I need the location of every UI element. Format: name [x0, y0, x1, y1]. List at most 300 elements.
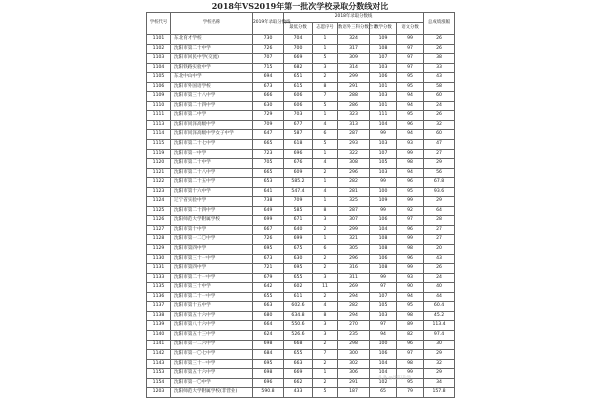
min-score-2018: 547.4 [284, 187, 313, 197]
score-2019: 664 [253, 321, 284, 331]
min-score-2018: 618 [284, 140, 313, 150]
rank-change: 157.8 [424, 388, 455, 398]
min-score-2018: 609 [284, 168, 313, 178]
rank-change: 33 [424, 63, 455, 73]
table-row [147, 63, 455, 73]
min-score-2018: 677 [284, 120, 313, 130]
min-score-2018: 709 [284, 197, 313, 207]
three-subject-total: 281 [338, 187, 370, 197]
score-2019: 726 [253, 44, 284, 54]
header-volunteer-order: 志愿序号 [313, 23, 338, 35]
min-score-2018: 682 [284, 63, 313, 73]
school-code: 1136 [147, 292, 171, 302]
school-code: 1130 [147, 254, 171, 264]
school-name: 沈阳市第一〇中学 [171, 378, 253, 388]
rank-change: 29 [424, 350, 455, 360]
volunteer-order: 1 [313, 44, 338, 54]
table-row [147, 311, 455, 321]
school-code: 1127 [147, 225, 171, 235]
three-subject-total: 294 [338, 311, 370, 321]
school-name: 沈阳市第三十中学 [171, 283, 253, 293]
rank-change: 26 [424, 111, 455, 121]
math-score: 106 [370, 73, 397, 83]
school-code: 1129 [147, 245, 171, 255]
school-code: 1133 [147, 273, 171, 283]
volunteer-order: 2 [313, 359, 338, 369]
school-code: 1124 [147, 197, 171, 207]
score-2019: 649 [253, 206, 284, 216]
three-subject-total: 298 [338, 340, 370, 350]
three-subject-total: 296 [338, 254, 370, 264]
rank-change: 24 [424, 273, 455, 283]
table-row [147, 44, 455, 54]
school-name: 沈阳市同泽高级中学女子中学 [171, 130, 253, 140]
score-2019: 647 [253, 130, 284, 140]
table-row [147, 101, 455, 111]
header-score-2019: 2019年录取分数线 [253, 13, 284, 35]
header-three-subject-total: 数语外三科分数合计 [338, 23, 370, 35]
table-row [147, 197, 455, 207]
table-row [147, 254, 455, 264]
math-score: 103 [370, 92, 397, 102]
page-title: 2018年VS2019年第一批次学校录取分数线对比 [211, 1, 389, 11]
chinese-score: 96 [397, 225, 424, 235]
three-subject-total: 323 [338, 111, 370, 121]
school-name: 沈阳市第十六中学 [171, 187, 253, 197]
volunteer-order: 1 [313, 149, 338, 159]
score-2019: 695 [253, 245, 284, 255]
table-row [147, 350, 455, 360]
score-2019: 738 [253, 197, 284, 207]
three-subject-total: 325 [338, 197, 370, 207]
table-row [147, 340, 455, 350]
school-code: 1143 [147, 359, 171, 369]
table-row [147, 359, 455, 369]
score-2019: 695 [253, 359, 284, 369]
table-row [147, 283, 455, 293]
math-score: 105 [370, 302, 397, 312]
volunteer-order: 11 [313, 283, 338, 293]
watermark: 头条 @沈阳升学 [378, 376, 411, 381]
rank-change: 30 [424, 340, 455, 350]
rank-change: 58 [424, 82, 455, 92]
table-row [147, 225, 455, 235]
volunteer-order: 3 [313, 321, 338, 331]
chinese-score: 99 [397, 149, 424, 159]
school-name: 沈阳市第一中学 [171, 149, 253, 159]
rank-change: 60 [424, 130, 455, 140]
chinese-score: 90 [397, 283, 424, 293]
rank-change: 32 [424, 120, 455, 130]
score-2019: 641 [253, 187, 284, 197]
min-score-2018: 695 [284, 264, 313, 274]
header-name: 学校名称 [171, 13, 253, 35]
table-row [147, 159, 455, 169]
rank-change: 29 [424, 159, 455, 169]
chinese-score: 92 [397, 206, 424, 216]
volunteer-order: 7 [313, 350, 338, 360]
volunteer-order: 7 [313, 92, 338, 102]
math-score: 107 [370, 149, 397, 159]
math-score: 108 [370, 235, 397, 245]
chinese-score: 95 [397, 302, 424, 312]
school-name: 沈阳市外国语学校 [171, 82, 253, 92]
score-2019: 694 [253, 73, 284, 83]
school-code: 1104 [147, 63, 171, 73]
chinese-score: 99 [397, 197, 424, 207]
rank-change: 60.4 [424, 302, 455, 312]
header-math: 数学分数 [370, 23, 397, 35]
school-code: 1113 [147, 120, 171, 130]
min-score-2018: 699 [284, 235, 313, 245]
school-name: 沈阳市第二中学 [171, 111, 253, 121]
volunteer-order: 1 [313, 369, 338, 379]
rank-change: 26 [424, 264, 455, 274]
three-subject-total: 317 [338, 44, 370, 54]
volunteer-order: 2 [313, 168, 338, 178]
three-subject-total: 313 [338, 120, 370, 130]
min-score-2018: 611 [284, 292, 313, 302]
school-code: 1154 [147, 378, 171, 388]
chinese-score: 96 [397, 340, 424, 350]
three-subject-total: 322 [338, 149, 370, 159]
school-code: 1102 [147, 44, 171, 54]
math-score: 104 [370, 120, 397, 130]
score-2019: 698 [253, 340, 284, 350]
volunteer-order: 2 [313, 225, 338, 235]
table-row [147, 245, 455, 255]
chinese-score: 96 [397, 254, 424, 264]
school-name: 沈阳市第二十七中学 [171, 140, 253, 150]
volunteer-order: 1 [313, 197, 338, 207]
min-score-2018: 602.6 [284, 302, 313, 312]
school-name: 沈阳铁路实验中学 [171, 63, 253, 73]
min-score-2018: 700 [284, 44, 313, 54]
school-name: 沈阳市第一二〇中学 [171, 235, 253, 245]
math-score: 103 [370, 140, 397, 150]
three-subject-total: 324 [338, 35, 370, 45]
volunteer-order: 2 [313, 264, 338, 274]
school-code: 1101 [147, 35, 171, 45]
table-row [147, 330, 455, 340]
rank-change: 56 [424, 168, 455, 178]
score-2019: 726 [253, 235, 284, 245]
rank-change: 26 [424, 35, 455, 45]
volunteer-order: 2 [313, 378, 338, 388]
rank-change: 67.8 [424, 178, 455, 188]
chinese-score: 96 [397, 120, 424, 130]
table-row [147, 111, 455, 121]
school-name: 沈阳师范大学附属学校 [171, 216, 253, 226]
school-code: 1140 [147, 330, 171, 340]
min-score-2018: 526.6 [284, 330, 313, 340]
chinese-score: 94 [397, 101, 424, 111]
min-score-2018: 663 [284, 359, 313, 369]
math-score: 100 [370, 187, 397, 197]
volunteer-order: 4 [313, 159, 338, 169]
math-score: 100 [370, 340, 397, 350]
rank-change: 47 [424, 140, 455, 150]
school-code: 1103 [147, 54, 171, 64]
school-name: 东北中山中学 [171, 73, 253, 83]
math-score: 99 [370, 206, 397, 216]
min-score-2018: 630 [284, 254, 313, 264]
table-row [147, 92, 455, 102]
chinese-score: 94 [397, 130, 424, 140]
three-subject-total: 306 [338, 369, 370, 379]
chinese-score: 95 [397, 82, 424, 92]
school-code: 1139 [147, 321, 171, 331]
chinese-score: 95 [397, 187, 424, 197]
table-row [147, 273, 455, 283]
three-subject-total: 291 [338, 82, 370, 92]
three-subject-total: 288 [338, 92, 370, 102]
volunteer-order: 2 [313, 254, 338, 264]
school-name: 沈阳市第二十四中学 [171, 206, 253, 216]
volunteer-order: 5 [313, 388, 338, 398]
school-code: 1111 [147, 111, 171, 121]
chinese-score: 99 [397, 369, 424, 379]
score-2019: 667 [253, 225, 284, 235]
table-row [147, 216, 455, 226]
math-score: 111 [370, 111, 397, 121]
school-code: 1105 [147, 73, 171, 83]
rank-change: 27 [424, 235, 455, 245]
school-code: 1123 [147, 187, 171, 197]
chinese-score: 79 [397, 388, 424, 398]
volunteer-order: 2 [313, 292, 338, 302]
min-score-2018: 585.2 [284, 178, 313, 188]
min-score-2018: 615 [284, 82, 313, 92]
rank-change: 113.4 [424, 321, 455, 331]
school-code: 1109 [147, 92, 171, 102]
school-code: 1135 [147, 283, 171, 293]
volunteer-order: 6 [313, 245, 338, 255]
header-code: 学校代号 [147, 13, 171, 35]
rank-change: 32 [424, 359, 455, 369]
school-name: 沈阳市第五十六中学 [171, 311, 253, 321]
chinese-score: 99 [397, 264, 424, 274]
volunteer-order: 1 [313, 235, 338, 245]
score-2019: 665 [253, 168, 284, 178]
three-subject-total: 235 [338, 330, 370, 340]
math-score: 97 [370, 283, 397, 293]
school-code: 1141 [147, 340, 171, 350]
three-subject-total: 299 [338, 73, 370, 83]
chinese-score: 94 [397, 168, 424, 178]
math-score: 103 [370, 63, 397, 73]
volunteer-order: 3 [313, 63, 338, 73]
school-code: 1122 [147, 178, 171, 188]
chinese-score: 97 [397, 350, 424, 360]
math-score: 109 [370, 35, 397, 45]
three-subject-total: 287 [338, 130, 370, 140]
min-score-2018: 662 [284, 378, 313, 388]
score-2019: 721 [253, 264, 284, 274]
volunteer-order: 1 [313, 35, 338, 45]
rank-change: 34 [424, 378, 455, 388]
chinese-score: 93 [397, 140, 424, 150]
three-subject-total: 282 [338, 178, 370, 188]
school-name: 沈阳市第二十五中学 [171, 178, 253, 188]
min-score-2018: 655 [284, 273, 313, 283]
chinese-score: 99 [397, 235, 424, 245]
three-subject-total: 296 [338, 168, 370, 178]
school-code: 1125 [147, 206, 171, 216]
volunteer-order: 3 [313, 216, 338, 226]
table-row [147, 235, 455, 245]
table-row [147, 168, 455, 178]
volunteer-order: 5 [313, 101, 338, 111]
school-code: 1120 [147, 159, 171, 169]
three-subject-total: 286 [338, 101, 370, 111]
school-name: 沈阳市同泽高级中学 [171, 120, 253, 130]
rank-change: 64 [424, 206, 455, 216]
chinese-score: 99 [397, 35, 424, 45]
chinese-score: 97 [397, 63, 424, 73]
score-2019: 663 [253, 302, 284, 312]
header-chinese: 语文分数 [397, 23, 424, 35]
school-code: 1142 [147, 350, 171, 360]
school-name: 沈阳市回民中学(交流) [171, 54, 253, 64]
rank-change: 26 [424, 44, 455, 54]
school-code: 1137 [147, 302, 171, 312]
min-score-2018: 606 [284, 92, 313, 102]
score-2019: 730 [253, 35, 284, 45]
school-code: 1110 [147, 101, 171, 111]
math-score: 101 [370, 101, 397, 111]
rank-change: 40 [424, 283, 455, 293]
chinese-score: 96 [397, 178, 424, 188]
header-rank-change: 总成绩涨幅 [424, 13, 455, 35]
min-score-2018: 704 [284, 35, 313, 45]
score-2019: 665 [253, 140, 284, 150]
school-name: 沈阳市第四中学 [171, 245, 253, 255]
school-name: 沈阳市第五十三中学 [171, 330, 253, 340]
volunteer-order: 8 [313, 82, 338, 92]
min-score-2018: 696 [284, 149, 313, 159]
table-row [147, 206, 455, 216]
math-score: 104 [370, 359, 397, 369]
school-name: 沈阳市第十五中学 [171, 302, 253, 312]
three-subject-total: 299 [338, 225, 370, 235]
rank-change: 97.4 [424, 330, 455, 340]
school-code: 1153 [147, 369, 171, 379]
rank-change: 43 [424, 254, 455, 264]
rank-change: 60 [424, 92, 455, 102]
three-subject-total: 305 [338, 245, 370, 255]
table-row [147, 140, 455, 150]
table-body [147, 35, 455, 398]
table-row [147, 178, 455, 188]
chinese-score: 98 [397, 311, 424, 321]
school-name: 沈阳市第三十一中学 [171, 359, 253, 369]
school-name: 沈阳市第四中学 [171, 264, 253, 274]
min-score-2018: 550.6 [284, 321, 313, 331]
score-2019: 630 [253, 101, 284, 111]
table-row [147, 388, 455, 398]
chinese-score: 97 [397, 216, 424, 226]
math-score: 102 [370, 378, 397, 388]
rank-change: 28 [424, 216, 455, 226]
min-score-2018: 703 [284, 111, 313, 121]
table-row [147, 149, 455, 159]
three-subject-total: 282 [338, 302, 370, 312]
chinese-score: 94 [397, 92, 424, 102]
score-2019: 723 [253, 149, 284, 159]
math-score: 107 [370, 54, 397, 64]
math-score: 108 [370, 245, 397, 255]
volunteer-order: 8 [313, 206, 338, 216]
min-score-2018: 655 [284, 350, 313, 360]
three-subject-total: 311 [338, 273, 370, 283]
math-score: 108 [370, 44, 397, 54]
rank-change: 27 [424, 149, 455, 159]
score-2019: 624 [253, 330, 284, 340]
document-page [140, 0, 460, 400]
chinese-score: 95 [397, 111, 424, 121]
table-row [147, 120, 455, 130]
min-score-2018: 585 [284, 206, 313, 216]
rank-change: 29 [424, 197, 455, 207]
score-2019: 673 [253, 82, 284, 92]
table-row [147, 187, 455, 197]
score-2019: 655 [253, 292, 284, 302]
math-score: 65 [370, 388, 397, 398]
three-subject-total: 187 [338, 388, 370, 398]
score-2019: 684 [253, 350, 284, 360]
rank-change: 27 [424, 225, 455, 235]
table-row [147, 73, 455, 83]
school-code: 1138 [147, 311, 171, 321]
chinese-score: 89 [397, 321, 424, 331]
math-score: 94 [370, 330, 397, 340]
rank-change: 20 [424, 245, 455, 255]
school-name: 沈阳市第二十中学 [171, 159, 253, 169]
school-name: 沈阳市第二十中学 [171, 44, 253, 54]
min-score-2018: 433 [284, 388, 313, 398]
min-score-2018: 640 [284, 225, 313, 235]
school-name: 沈阳市第二十四中学 [171, 101, 253, 111]
volunteer-order: 2 [313, 340, 338, 350]
school-name: 沈阳师范大学附属学校(非营业) [171, 388, 253, 398]
math-score: 99 [370, 178, 397, 188]
table-row [147, 130, 455, 140]
volunteer-order: 1 [313, 178, 338, 188]
math-score: 104 [370, 369, 397, 379]
school-code: 1114 [147, 130, 171, 140]
math-score: 106 [370, 254, 397, 264]
chinese-score: 94 [397, 292, 424, 302]
min-score-2018: 587 [284, 130, 313, 140]
score-2019: 707 [253, 54, 284, 64]
min-score-2018: 651 [284, 73, 313, 83]
rank-change: 43 [424, 73, 455, 83]
volunteer-order: 5 [313, 140, 338, 150]
table-row [147, 302, 455, 312]
school-code: 1119 [147, 149, 171, 159]
math-score: 105 [370, 159, 397, 169]
volunteer-order: 1 [313, 111, 338, 121]
score-2019: 715 [253, 63, 284, 73]
school-name: 沈阳市第八十六中学 [171, 321, 253, 331]
math-score: 108 [370, 264, 397, 274]
math-score: 104 [370, 225, 397, 235]
chinese-score: 97 [397, 54, 424, 64]
three-subject-total: 291 [338, 378, 370, 388]
chinese-score: 95 [397, 378, 424, 388]
school-code: 1115 [147, 140, 171, 150]
